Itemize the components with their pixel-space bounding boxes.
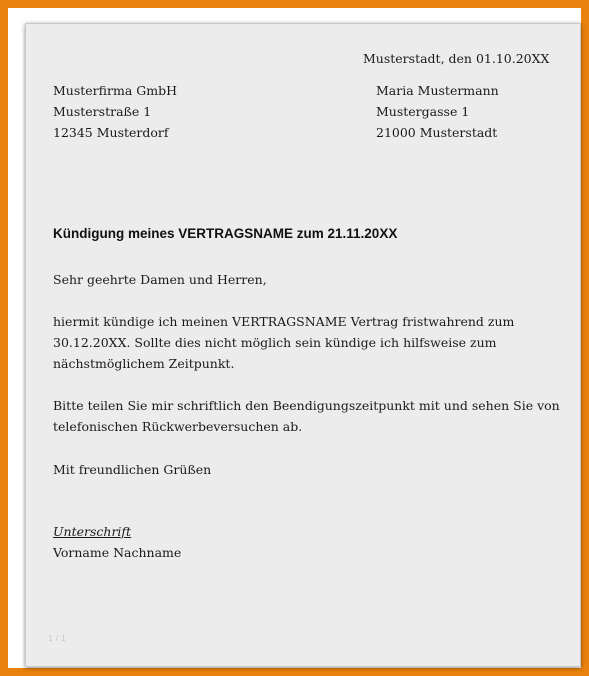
recipient-street: Mustergasse 1: [376, 104, 470, 119]
recipient-city: 21000 Musterstadt: [376, 125, 498, 140]
page-number: 1 / 1: [48, 634, 66, 643]
body-paragraph-2: [53, 395, 560, 437]
signer-name: Vorname Nachname: [53, 545, 182, 560]
sender-address: [53, 80, 177, 143]
sender-city: 12345 Musterdorf: [53, 125, 169, 140]
recipient-address: [376, 80, 499, 143]
paragraph-line: telefonischen Rückwerbeversuchen ab.: [53, 419, 303, 434]
letter-page: [25, 23, 581, 667]
signature-label: Unterschrift: [53, 524, 132, 539]
paragraph-line: Bitte teilen Sie mir schriftlich den Beendigungszeitpunkt mit und sehen Sie von: [53, 398, 560, 413]
salutation: Sehr geehrte Damen und Herren,: [53, 272, 267, 287]
closing-greeting: Mit freundlichen Grüßen: [53, 462, 212, 477]
paragraph-line: nächstmöglichem Zeitpunkt.: [53, 356, 235, 371]
date-line: Musterstadt, den 01.10.20XX: [363, 51, 550, 66]
paragraph-line: 30.12.20XX. Sollte dies nicht möglich sein kündige ich hilfsweise zum: [53, 335, 497, 350]
recipient-name: Maria Mustermann: [376, 83, 499, 98]
document-frame: [8, 8, 581, 668]
subject-line: Kündigung meines VERTRAGSNAME zum 21.11.20XX: [53, 226, 398, 241]
paragraph-line: hiermit kündige ich meinen VERTRAGSNAME Vertrag fristwahrend zum: [53, 314, 515, 329]
body-paragraph-1: [53, 311, 514, 374]
sender-street: Musterstraße 1: [53, 104, 152, 119]
sender-company: Musterfirma GmbH: [53, 83, 177, 98]
